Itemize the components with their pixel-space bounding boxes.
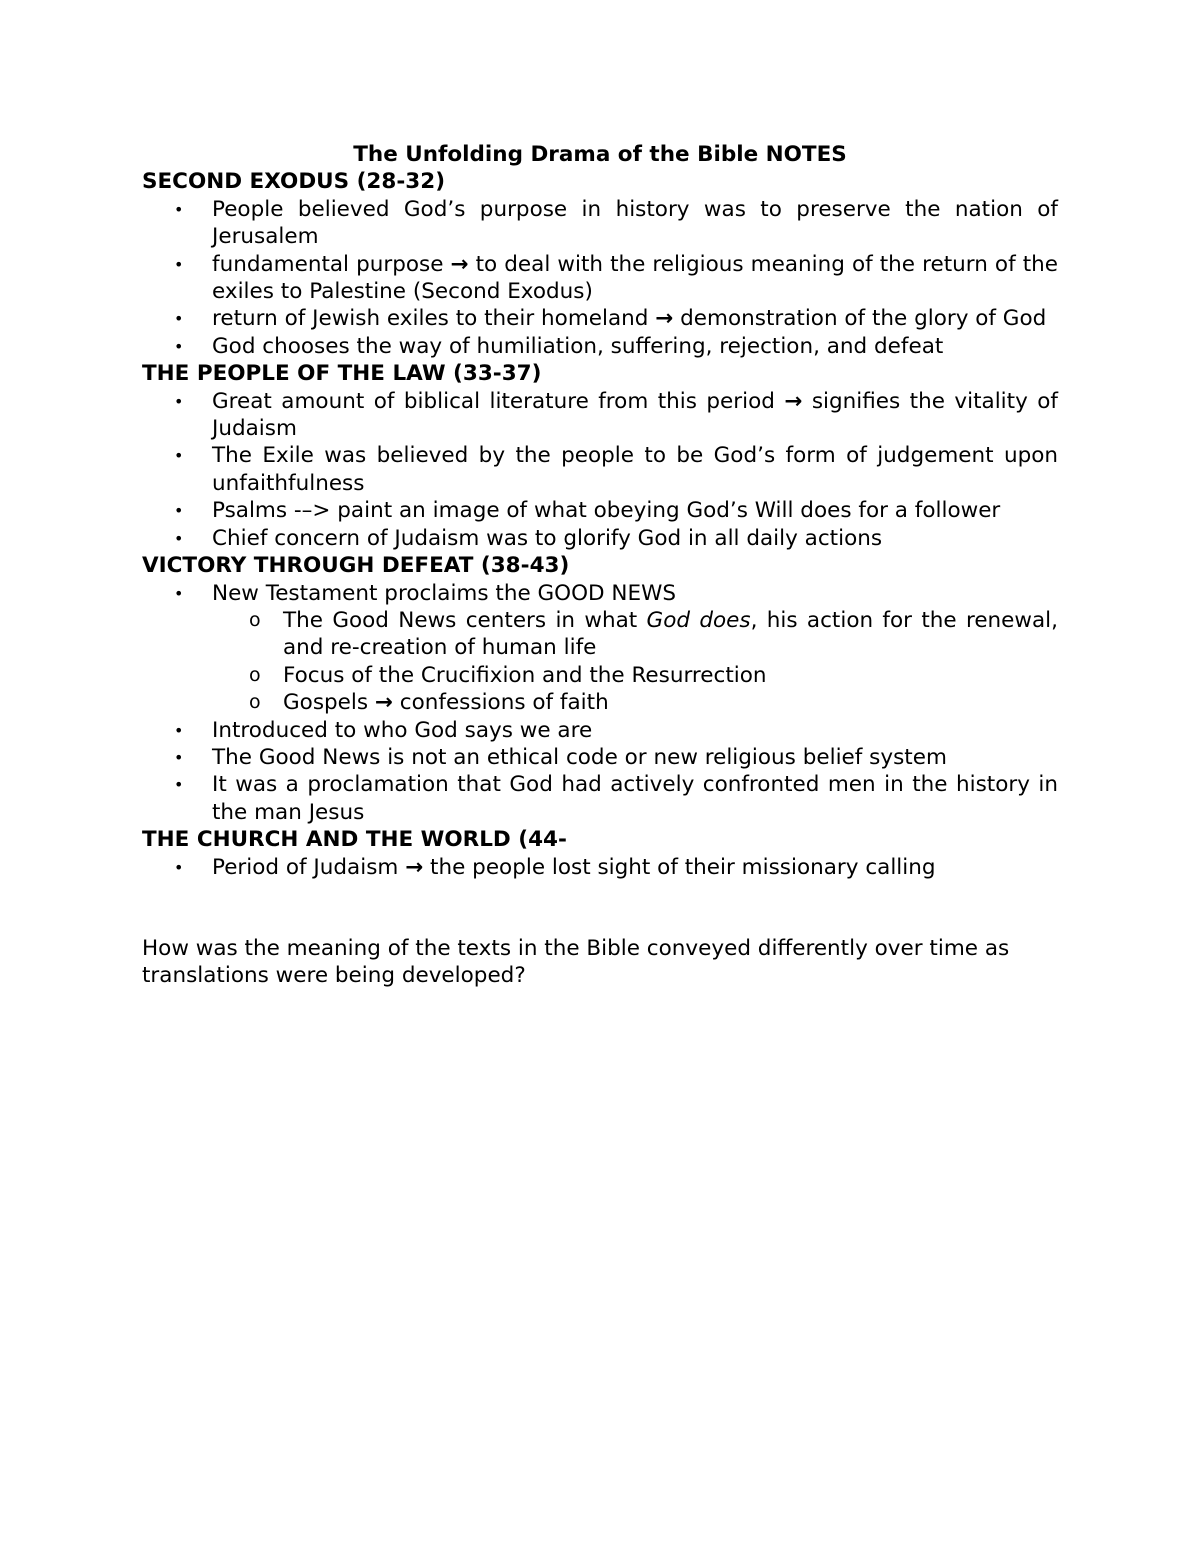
list-item: • God chooses the way of humiliation, suffering, rejection, and defeat xyxy=(174,333,944,359)
section-heading-church-and-world: THE CHURCH AND THE WORLD (44- xyxy=(142,827,567,853)
list-item: • Great amount of biblical literature from this period → signifies the vitality of Judaism xyxy=(174,388,1058,442)
arrow-icon: → xyxy=(405,854,424,880)
bullet-marker: • xyxy=(174,336,184,356)
bullet-marker: • xyxy=(174,528,184,548)
list-item: • The Exile was believed by the people to be God’s form of judgement upon unfaithfulness xyxy=(174,443,1058,496)
bullet-marker: • xyxy=(174,775,184,795)
section-heading-second-exodus: SECOND EXODUS (28-32) xyxy=(142,169,446,195)
list-item: • New Testament proclaims the GOOD NEWS xyxy=(174,580,676,606)
sub-bullet-marker: o xyxy=(249,691,261,714)
list-item: • Introduced to who God says we are xyxy=(174,717,593,743)
closing-question: How was the meaning of the texts in the Bible conveyed differently over time as translations were being developed? xyxy=(142,935,1010,989)
bullet-list xyxy=(142,580,1058,827)
bullet-marker: • xyxy=(174,501,184,521)
list-item: • Chief concern of Judaism was to glorify God in all daily actions xyxy=(174,525,883,551)
sub-bullet-marker: o xyxy=(249,608,261,631)
list-item: • People believed God’s purpose in history was to preserve the nation of Jerusalem xyxy=(174,196,1058,250)
bullet-marker: • xyxy=(174,199,184,219)
bullet-marker: • xyxy=(174,254,184,274)
sub-bullet-marker: o xyxy=(249,663,261,686)
document-page xyxy=(142,141,1058,990)
sub-list-item: o Focus of the Crucifixion and the Resurrection xyxy=(249,662,767,688)
list-item: • return of Jewish exiles to their homeland → demonstration of the glory of God xyxy=(174,306,1047,332)
bullet-list xyxy=(142,388,1058,552)
list-item: • It was a proclamation that God had actively confronted men in the history in the man Jesus xyxy=(174,772,1058,825)
section-heading-victory-through-defeat: VICTORY THROUGH DEFEAT (38-43) xyxy=(142,553,570,579)
document-title: The Unfolding Drama of the Bible NOTES xyxy=(353,142,847,167)
sub-list-item: o The Good News centers in what God does, his action for the renewal, and re-creation of human life xyxy=(249,607,1058,661)
list-item: • fundamental purpose → to deal with the religious meaning of the return of the exiles to Palestine (Second Exodus) xyxy=(174,251,1058,305)
arrow-icon: → xyxy=(784,388,803,414)
sub-list-item: o Gospels → confessions of faith xyxy=(249,690,609,716)
section-heading-people-of-the-law: THE PEOPLE OF THE LAW (33-37) xyxy=(142,361,542,387)
bullet-list xyxy=(142,196,1058,360)
list-item: • Psalms -–> paint an image of what obeying God’s Will does for a follower xyxy=(174,498,1001,524)
list-item: • The Good News is not an ethical code or new religious belief system xyxy=(174,744,947,770)
bullet-marker: • xyxy=(174,857,184,877)
bullet-marker: • xyxy=(174,720,184,740)
bullet-marker: • xyxy=(174,391,184,411)
bullet-list xyxy=(142,854,1058,881)
arrow-icon: → xyxy=(374,690,393,716)
bullet-marker: • xyxy=(174,747,184,767)
arrow-icon: → xyxy=(450,251,469,277)
arrow-icon: → xyxy=(655,306,674,332)
bullet-marker: • xyxy=(174,309,184,329)
list-item: • Period of Judaism → the people lost sight of their missionary calling xyxy=(174,854,936,880)
bullet-marker: • xyxy=(174,583,184,603)
bullet-marker: • xyxy=(174,446,184,466)
